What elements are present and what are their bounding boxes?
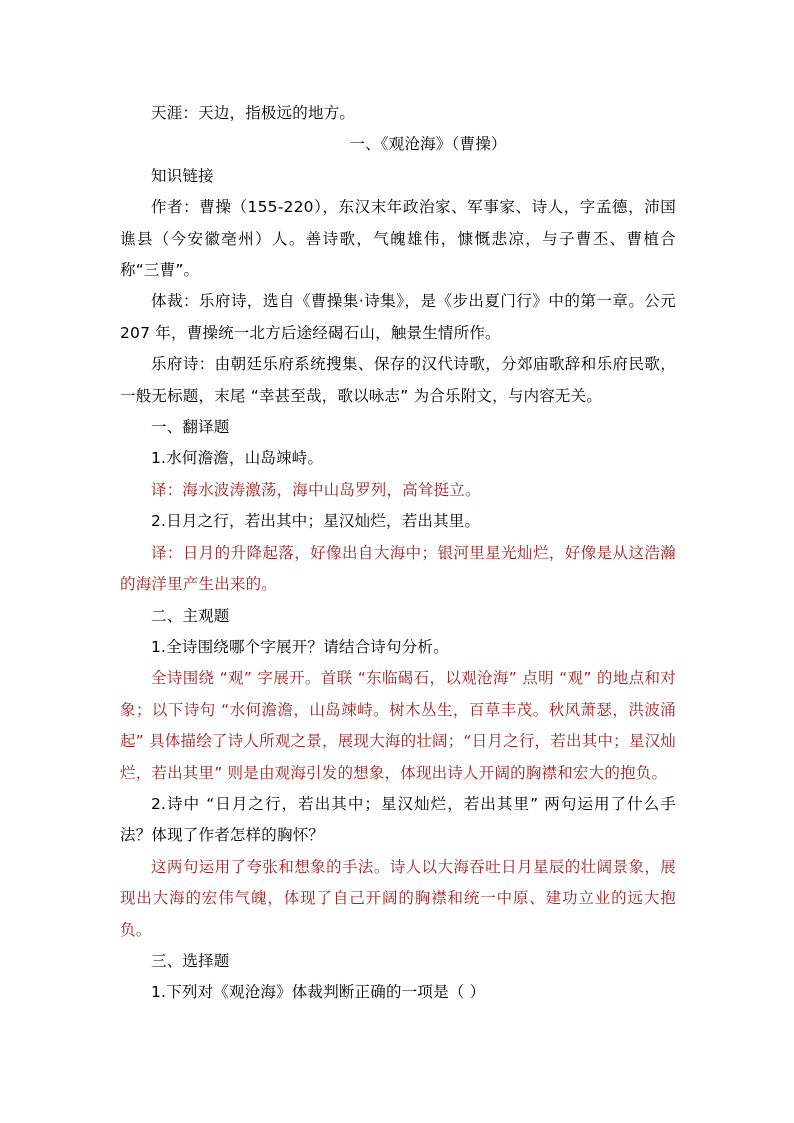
translate-heading: 一、翻译题 (151, 418, 230, 437)
subjective-heading: 二、主观题 (151, 606, 230, 625)
knowledge-link-heading: 知识链接 (151, 166, 214, 185)
author-paragraph: 作者：曹操（155-220），东汉末年政治家、军事家、诗人，字孟德，沛国谯县（今安徽亳州）人。善诗歌，气魄雄伟，慷慨悲凉，与子曹丕、曹植合称“三曹”。 (120, 198, 676, 280)
translate-question-1: 1.水何澹澹，山岛竦峙。 (151, 449, 324, 468)
section-title: 一、《观沧海》（曹操） (349, 135, 507, 154)
document-body (120, 98, 676, 1009)
subjective-answer-1: 全诗围绕 “观” 字展开。首联 “东临碣石，以观沧海” 点明 “观” 的地点和对象；以下诗句 “水何澹澹，山岛竦峙。树木丛生，百草丰茂。秋风萧瑟，洪波涌起” 具体描绘了诗人所观之景，展现大海的壮阔；“日月之行，若出其中；星汉灿烂，若出其里” 则是由观海引发的想象，体现出诗人开阔的胸襟和宏大的抱负。 (120, 669, 676, 782)
choice-question-1: 1.下列对《观沧海》体裁判断正确的一项是（ ） (151, 983, 486, 1002)
yuefu-paragraph: 乐府诗：由朝廷乐府系统搜集、保存的汉代诗歌，分郊庙歌辞和乐府民歌，一般无标题，末尾 “幸甚至哉，歌以咏志” 为合乐附文，与内容无关。 (120, 355, 676, 405)
genre-paragraph: 体裁：乐府诗，选自《曹操集·诗集》，是《步出夏门行》中的第一章。公元 207 年，曹操统一北方后途经碣石山，触景生情所作。 (120, 292, 676, 342)
subjective-question-2: 2.诗中 “日月之行，若出其中；星汉灿烂，若出其里” 两句运用了什么手法？体现了作者怎样的胸怀？ (120, 794, 676, 845)
translate-answer-2: 译：日月的升降起落，好像出自大海中；银河里星光灿烂，好像是从这浩瀚的海洋里产生出来的。 (120, 543, 676, 594)
subjective-answer-2: 这两句运用了夸张和想象的手法。诗人以大海吞吐日月星辰的壮阔景象，展现出大海的宏伟气魄，体现了自己开阔的胸襟和统一中原、建功立业的远大抱负。 (120, 857, 676, 939)
translate-answer-1: 译：海水波涛激荡，海中山岛罗列，高耸挺立。 (151, 480, 481, 499)
choice-heading: 三、选择题 (151, 951, 230, 970)
translate-question-2: 2.日月之行，若出其中；星汉灿烂，若出其里。 (151, 512, 481, 531)
note-tianya: 天涯：天边，指极远的地方。 (151, 104, 356, 122)
subjective-question-1: 1.全诗围绕哪个字展开？请结合诗句分析。 (151, 637, 449, 656)
